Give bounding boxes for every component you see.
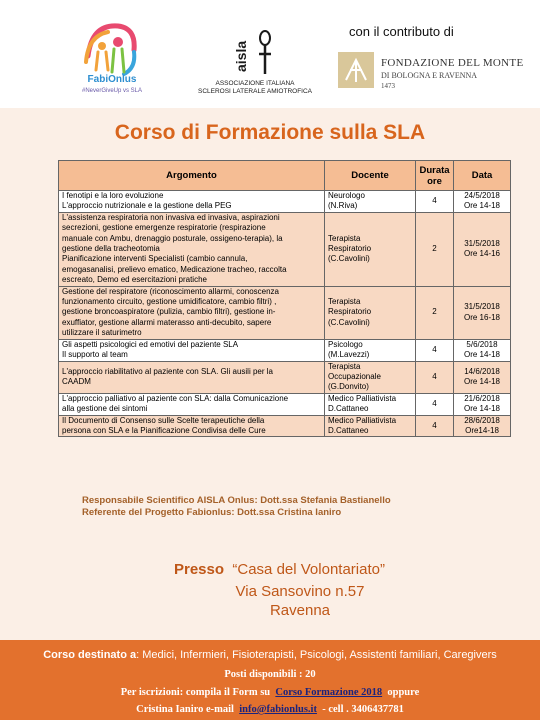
cell-argomento-line: L'approccio nutrizionale e la gestione della PEG bbox=[62, 201, 232, 211]
cell-data-line: Ore 14-16 bbox=[463, 249, 501, 259]
cell-argomento bbox=[59, 415, 325, 437]
contact-line bbox=[0, 704, 540, 715]
table-row bbox=[59, 286, 511, 339]
presso-line bbox=[174, 561, 385, 578]
table-row bbox=[59, 415, 511, 437]
cell-data-line: Ore14-18 bbox=[465, 425, 499, 435]
iscrizioni-post: oppure bbox=[387, 687, 420, 698]
header bbox=[0, 0, 540, 108]
course-table bbox=[58, 160, 511, 437]
cell-docente-line: Terapista bbox=[328, 361, 361, 371]
cell-data-line: 21/6/2018 bbox=[464, 393, 500, 403]
form-link[interactable]: Corso Formazione 2018 bbox=[275, 687, 383, 698]
header-docente: Docente bbox=[325, 161, 416, 191]
header-durata-line2: ore bbox=[427, 175, 442, 187]
cell-data bbox=[454, 286, 511, 339]
table-row bbox=[59, 191, 511, 213]
cell-ore: 2 bbox=[416, 286, 454, 339]
svg-text:aisla: aisla bbox=[233, 40, 249, 72]
cell-docente bbox=[325, 393, 416, 415]
cell-argomento-line: CAADM bbox=[62, 377, 91, 387]
cell-ore: 4 bbox=[416, 361, 454, 393]
cell-argomento-line: utilizzare il saturimetro bbox=[62, 328, 142, 338]
table-row bbox=[59, 393, 511, 415]
contributo-label: con il contributo di bbox=[349, 24, 454, 39]
cell-ore: 4 bbox=[416, 339, 454, 361]
aisla-caption bbox=[196, 80, 314, 96]
cell-docente-line: (G.Donvito) bbox=[328, 382, 369, 392]
destinato-text: : Medici, Infermieri, Fisioterapisti, Psicologi, Assistenti familiari, Caregivers bbox=[136, 649, 497, 661]
cell-argomento-line: alla gestione dei sintomi bbox=[62, 404, 148, 414]
page-title: Corso di Formazione sulla SLA bbox=[114, 121, 426, 144]
cell-data-line: 24/5/2018 bbox=[464, 191, 500, 200]
cell-data-line: Ore 16-18 bbox=[463, 312, 501, 322]
cell-argomento-line: emogasanalisi, prelievo ematico, Medicazione tracheo, raccolta bbox=[62, 264, 287, 274]
cell-docente-line: D.Cattaneo bbox=[328, 404, 369, 414]
fondazione-year: 1473 bbox=[381, 82, 395, 90]
cell-docente bbox=[325, 212, 416, 286]
responsabile-scientifico: Responsabile Scientifico AISLA Onlus: Dott.ssa Stefania Bastianello bbox=[82, 495, 391, 506]
header-durata bbox=[416, 161, 454, 191]
posti-disponibili: Posti disponibili : 20 bbox=[224, 669, 316, 680]
cell-docente bbox=[325, 191, 416, 213]
table-row bbox=[59, 361, 511, 393]
cell-argomento bbox=[59, 393, 325, 415]
cell-argomento-line: secrezioni, gestione emergenze respiratorie (respirazione bbox=[62, 223, 266, 233]
cell-data bbox=[454, 415, 511, 437]
cell-ore: 2 bbox=[416, 212, 454, 286]
cell-data-line: 28/6/2018 bbox=[464, 415, 500, 425]
cell-argomento-line: Pianificazione interventi Specialisti (cambio cannula, bbox=[62, 254, 248, 264]
cell-data-line: 31/5/2018 bbox=[464, 238, 500, 248]
cell-data bbox=[454, 191, 511, 213]
cell-docente-line: Psicologo bbox=[328, 339, 363, 349]
cell-argomento bbox=[59, 212, 325, 286]
aisla-figure-icon bbox=[233, 22, 274, 78]
presso-city: Ravenna bbox=[269, 602, 331, 619]
table-header-row bbox=[59, 161, 511, 191]
course-table-body bbox=[59, 191, 511, 437]
cell-docente bbox=[325, 415, 416, 437]
cell-argomento bbox=[59, 286, 325, 339]
cell-argomento-line: escreato, Demo ed esercitazioni pratiche bbox=[62, 275, 207, 285]
destinato-label: Corso destinato a bbox=[43, 649, 137, 661]
iscrizioni-line bbox=[0, 687, 540, 698]
cell-argomento-line: L'assistenza respiratoria non invasiva ed invasiva, aspirazioni bbox=[62, 212, 280, 222]
cell-docente-line: (C.Cavolini) bbox=[328, 317, 370, 327]
fondazione-del-monte-logo-icon bbox=[338, 52, 374, 88]
cell-argomento-line: Gestione del respiratore (riconoscimento allarmi, conoscenza bbox=[62, 286, 279, 296]
contact-post: - cell . 3406437781 bbox=[322, 704, 404, 715]
cell-argomento-line: gestione della tracheotomia bbox=[62, 244, 160, 254]
cell-docente-line: Respiratorio bbox=[328, 244, 372, 254]
cell-ore: 4 bbox=[416, 393, 454, 415]
email-link[interactable]: info@fabionlus.it bbox=[239, 704, 317, 715]
cell-docente-line: (C.Cavolini) bbox=[328, 254, 370, 264]
cell-argomento bbox=[59, 191, 325, 213]
cell-data bbox=[454, 393, 511, 415]
cell-argomento-line: Il supporto al team bbox=[62, 350, 128, 360]
cell-data-line: 14/6/2018 bbox=[464, 366, 500, 376]
responsabili bbox=[82, 495, 391, 519]
cell-data-line: Ore 14-18 bbox=[463, 377, 501, 387]
cell-docente-line: Neurologo bbox=[328, 191, 365, 200]
cell-ore: 4 bbox=[416, 191, 454, 213]
cell-argomento-line: gestione broncoaspiratore (pulizia, cambio filtri), gestione in- bbox=[62, 307, 276, 317]
cell-argomento-line: Il Documento di Consenso sulle Scelte terapeutiche della bbox=[62, 415, 265, 425]
cell-docente-line: (N.Riva) bbox=[328, 201, 358, 211]
cell-data bbox=[454, 361, 511, 393]
cell-docente bbox=[325, 286, 416, 339]
cell-docente bbox=[325, 339, 416, 361]
aisla-caption-line1: ASSOCIAZIONE ITALIANA bbox=[215, 80, 295, 87]
cell-docente-line: Terapista bbox=[328, 233, 361, 243]
cell-argomento-line: persona con SLA e la Pianificazione Condivisa delle Cure bbox=[62, 425, 266, 435]
fondazione-name: FONDAZIONE DEL MONTE bbox=[381, 57, 524, 69]
table-row bbox=[59, 212, 511, 286]
cell-argomento-line: manuale con Ambu, drenaggio posturale, ossigeno-terapia), la bbox=[62, 233, 283, 243]
cell-docente-line: Medico Palliativista bbox=[328, 393, 397, 403]
referente-progetto: Referente del Progetto Fabionlus: Dott.ssa Cristina Ianiro bbox=[82, 507, 342, 518]
fabionlus-tagline: #NeverGiveUp vs SLA bbox=[81, 88, 143, 94]
cell-argomento-line: exuffiator, gestione allarmi materasso anti-decubito, sapere bbox=[62, 317, 272, 327]
cell-argomento-line: funzionamento circuito, gestione umidificatore, cambio filtri) , bbox=[62, 297, 277, 307]
cell-argomento-line: Gli aspetti psicologici ed emotivi del paziente SLA bbox=[62, 339, 239, 349]
cell-argomento-line: I fenotipi e la loro evoluzione bbox=[62, 191, 164, 200]
fondazione-sub: DI BOLOGNA E RAVENNA bbox=[381, 71, 478, 80]
contact-pre: Cristina Ianiro e-mail bbox=[136, 704, 234, 715]
cell-data-line: 5/6/2018 bbox=[466, 339, 498, 349]
cell-docente-line: (M.Lavezzi) bbox=[328, 350, 370, 360]
cell-docente-line: Respiratorio bbox=[328, 307, 372, 317]
presso-place: “Casa del Volontariato” bbox=[232, 561, 385, 578]
cell-docente bbox=[325, 361, 416, 393]
header-durata-line1: Durata bbox=[419, 164, 450, 176]
cell-data-line: Ore 14-18 bbox=[463, 201, 501, 211]
cell-data-line: 31/5/2018 bbox=[464, 302, 500, 312]
presso-label: Presso bbox=[174, 561, 225, 578]
cell-data bbox=[454, 339, 511, 361]
cell-argomento bbox=[59, 339, 325, 361]
table-row bbox=[59, 339, 511, 361]
cell-docente-line: D.Cattaneo bbox=[328, 425, 369, 435]
cell-docente-line: Terapista bbox=[328, 297, 361, 307]
aisla-caption-line2: SCLEROSI LATERALE AMIOTROFICA bbox=[197, 88, 313, 95]
cell-docente-line: Medico Palliativista bbox=[328, 415, 397, 425]
presso-street: Via Sansovino n.57 bbox=[235, 583, 365, 600]
cell-data bbox=[454, 212, 511, 286]
cell-argomento bbox=[59, 361, 325, 393]
header-data: Data bbox=[454, 161, 511, 191]
iscrizioni-pre: Per iscrizioni: compila il Form su bbox=[120, 687, 271, 698]
cell-argomento-line: L'approccio palliativo al paziente con SLA: dalla Comunicazione bbox=[62, 393, 289, 403]
cell-ore: 4 bbox=[416, 415, 454, 437]
cell-data-line: Ore 14-18 bbox=[463, 350, 501, 360]
cell-docente-line: Occupazionale bbox=[328, 371, 381, 381]
fabionlus-name: FabiOnlus bbox=[87, 74, 137, 85]
destinato-line bbox=[0, 649, 540, 661]
cell-data-line: Ore 14-18 bbox=[463, 404, 501, 414]
header-argomento: Argomento bbox=[59, 161, 325, 191]
footer bbox=[0, 640, 540, 720]
cell-argomento-line: L'approccio riabilitativo al paziente con SLA. Gli ausili per la bbox=[62, 366, 273, 376]
